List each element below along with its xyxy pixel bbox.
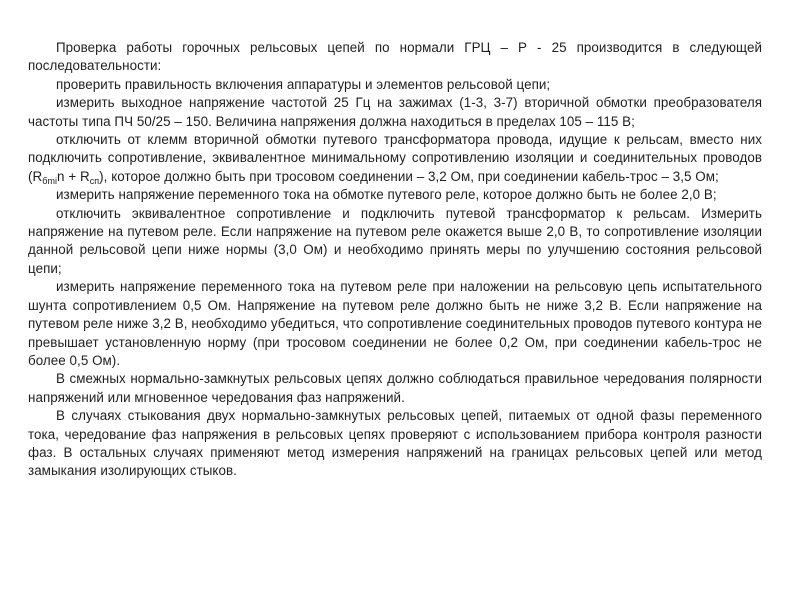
step3-text-part2: n + R (57, 168, 90, 184)
step3-text-part1: отключить от клемм вторичной обмотки путевого трансформатора провода, идущие к рельсам, вместо них подключить сопротивление, эквивалентное минимальному сопротивлению изоляции и соединительных проводов (R (28, 132, 762, 184)
step-disconnect-transformer (28, 131, 762, 186)
step-measure-output-voltage: измерить выходное напряжение частотой 25 Гц на зажимах (1-3, 3-7) вторичной обмотки преобразователя частоты типа ПЧ 50/25 – 150. Величина напряжения должна находиться в пределах 105 – 115 В; (28, 95, 762, 129)
subscript-connecting-wires: сп (89, 175, 100, 186)
step-measure-relay-voltage: измерить напряжение переменного тока на обмотке путевого реле, которое должно быть не более 2,0 В; (56, 187, 717, 203)
joint-method-paragraph: В случаях стыкования двух нормально-замкнутых рельсовых цепей, питаемых от одной фазы переменного тока, чередование фаз напряжения в рельсовых цепях проверяют с использованием прибора контроля разности фаз. В остальных случаях применяют метод измерения напряжений на границах рельсовых цепей или метод замыкания изолирующих стыков. (28, 408, 762, 479)
step-connect-transformer: отключить эквивалентное сопротивление и подключить путевой трансформатор к рельсам. Измерить напряжение на путевом реле. Если напряжение на путевом реле окажется выше 2,0 В, то сопротивление изоляции данной рельсовой цепи ниже нормы (3,0 Ом) и необходимо принять меры по улучшению состояния рельсовой цепи; (28, 205, 762, 276)
step3-text-part3: ), которое должно быть при тросовом соединении – 3,2 Ом, при соединении кабель-трос – 3,5 Ом; (99, 168, 719, 184)
subscript-resistance-min: бmi (42, 175, 58, 186)
document-body (28, 39, 762, 481)
step-check-wiring: проверить правильность включения аппаратуры и элементов рельсовой цепи; (56, 76, 551, 92)
intro-paragraph: Проверка работы горочных рельсовых цепей по нормали ГРЦ – Р - 25 производится в следующей последовательности: (28, 40, 762, 74)
step-shunt-test: измерить напряжение переменного тока на путевом реле при наложении на рельсовую цепь испытательного шунта сопротивлением 0,5 Ом. Напряжение на путевом реле должно быть не ниже 3,2 В. Если напряжение на путевом реле ниже 3,2 В, необходимо убедиться, что сопротивление соединительных проводов путевого контура не превышает установленную норму (при тросовом соединении не более 0,2 Ом, при соединении кабель-трос не более 0,5 Ом). (28, 279, 762, 368)
phase-alternation-paragraph: В смежных нормально-замкнутых рельсовых цепях должно соблюдаться правильное чередования полярности напряжений или мгновенное чередования фаз напряжений. (28, 371, 762, 405)
